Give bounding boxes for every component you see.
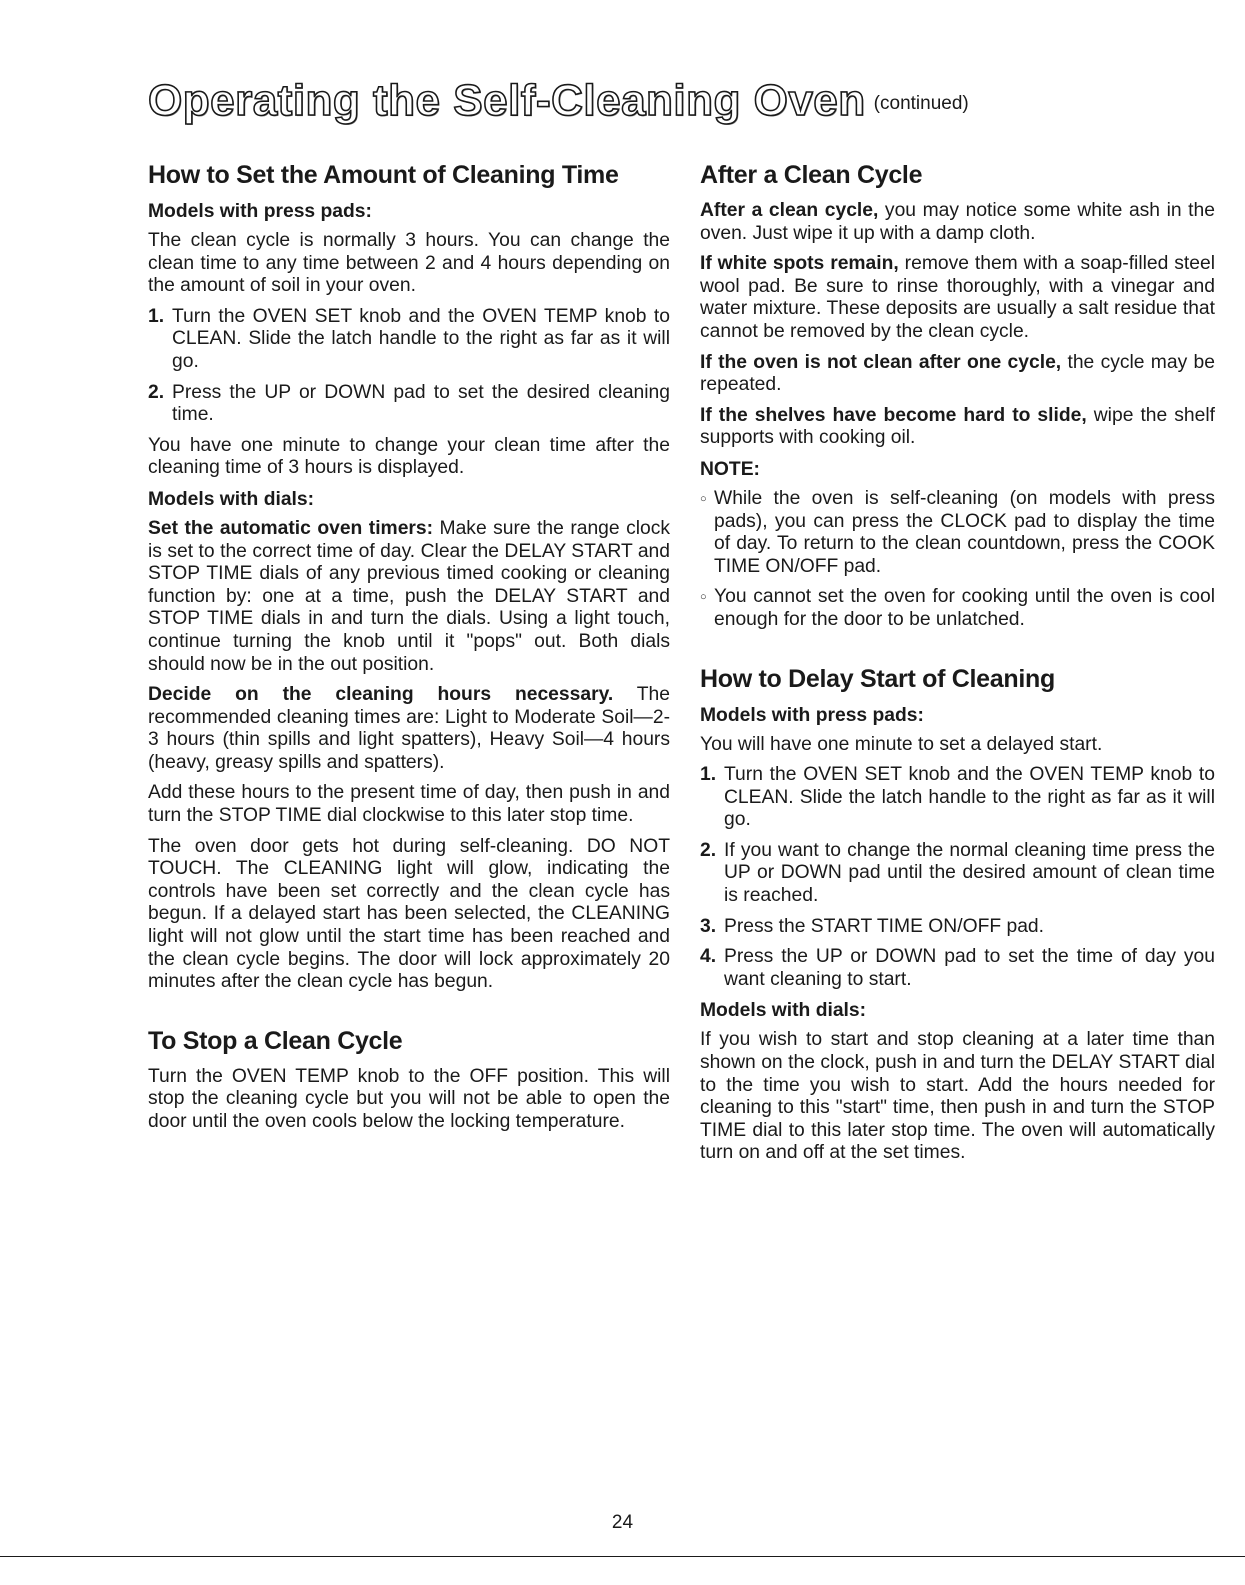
text-after-clean: you may notice some white ash in the oven. Just wipe it up with a damp cloth. — [700, 200, 1215, 244]
step-item — [148, 306, 670, 374]
heading-amount-of-cleaning-time: How to Set the Amount of Cleaning Time — [148, 161, 619, 189]
text-set-timers: Make sure the range clock is set to the correct time of day. Clear the DELAY START and STOP TIME dials of any previous timed cooking or cleaning function by: one at a time, push the DELAY START and STOP TIME dials in and turn the dials. Using a light touch, continue turning the knob until it "pops" out. Both dials should now be in the out position. — [148, 517, 671, 675]
text-white-spots: remove them with a soap-filled steel wool pad. Be sure to rinse thoroughly, with a vinegar and water mixture. These deposits are usually a salt residue that cannot be removed by the clean cycle. — [700, 253, 1215, 342]
step-item — [700, 764, 1215, 832]
left-column — [148, 160, 670, 1142]
page-title — [148, 76, 969, 126]
step-number: 1. — [148, 305, 165, 327]
note-text: You cannot set the oven for cooking until the oven is cool enough for the door to be unlatched. — [714, 586, 1215, 630]
page-title-text: Operating the Self-Cleaning Oven — [148, 76, 866, 125]
paragraph-hot-door-warning: The oven door gets hot during self-cleaning. DO NOT TOUCH. The CLEANING light will glow, indicating the controls have been set correctly and the clean cycle has begun. If a delayed start has been selected, the CLEANING light will not glow until the start time has been reached and the clean cycle begins. The door will lock approximately 20 minutes after the clean cycle has begun. — [148, 835, 670, 993]
text-not-clean: the cycle may be repeated. — [700, 351, 1215, 396]
paragraph-delay-minute: You will have one minute to set a delayed start. — [700, 733, 1103, 755]
lead-shelves: If the shelves have become hard to slide, — [700, 404, 1087, 426]
bullet-icon: ○ — [700, 591, 707, 604]
note-text: While the oven is self-cleaning (on models with press pads), you can press the CLOCK pad to display the time of day. To return to the clean countdown, press the COOK TIME ON/OFF pad. — [714, 487, 1215, 577]
lead-set-timers: Set the automatic oven timers: — [148, 517, 434, 539]
lead-white-spots: If white spots remain, — [700, 253, 899, 275]
note-item — [700, 586, 1215, 631]
step-text: Press the UP or DOWN pad to set the desired cleaning time. — [172, 381, 670, 426]
paragraph-dials-delay: If you wish to start and stop cleaning at a later time than shown on the clock, push in and turn the DELAY START dial to the time you wish to start. Add the hours needed for cleaning to this "start" time, then push in and turn the STOP TIME dial to this later stop time. The oven will automatically turn on and off at the set times. — [700, 1029, 1215, 1164]
step-number: 2. — [700, 839, 717, 861]
subheading-dials: Models with dials: — [148, 488, 315, 510]
heading-delay-start: How to Delay Start of Cleaning — [700, 664, 1055, 693]
bottom-divider — [0, 1556, 1245, 1557]
step-number: 2. — [148, 381, 165, 403]
page-number: 24 — [611, 1512, 634, 1533]
subheading-dials: Models with dials: — [700, 1000, 867, 1022]
paragraph-shelves — [700, 405, 1215, 450]
paragraph-set-timers — [148, 518, 670, 676]
paragraph-decide-hours — [148, 684, 670, 774]
lead-after-clean: After a clean cycle, — [700, 200, 879, 221]
step-item — [700, 916, 1215, 939]
note-item — [700, 488, 1215, 578]
step-number: 3. — [700, 915, 717, 937]
step-text: Press the UP or DOWN pad to set the time of day you want cleaning to start. — [724, 946, 1215, 990]
step-item — [148, 382, 670, 427]
step-item — [700, 946, 1215, 991]
page-title-suffix: (continued) — [873, 93, 969, 114]
step-text: Turn the OVEN SET knob and the OVEN TEMP knob to CLEAN. Slide the latch handle to the right as far as it will go. — [724, 764, 1215, 831]
heading-after-clean-cycle: After a Clean Cycle — [700, 161, 923, 189]
subheading-press-pads: Models with press pads: — [148, 201, 372, 222]
subheading-press-pads: Models with press pads: — [700, 704, 924, 726]
paragraph-stop-clean-cycle: Turn the OVEN TEMP knob to the OFF position. This will stop the cleaning cycle but you will not be able to open the door until the oven cools below the locking temperature. — [148, 1065, 670, 1132]
text-shelves: wipe the shelf supports with cooking oil. — [700, 404, 1215, 449]
lead-decide-hours: Decide on the cleaning hours necessary. — [148, 684, 614, 706]
text-decide-hours: The recommended cleaning times are: Light to Moderate Soil—2-3 hours (thin spills and light spatters), Heavy Soil—4 hours (heavy, greasy spills and spatters). — [148, 684, 671, 773]
paragraph-white-spots — [700, 253, 1215, 343]
paragraph-one-minute: You have one minute to change your clean time after the cleaning time of 3 hours is displayed. — [148, 434, 670, 479]
paragraph-clean-cycle-normal: The clean cycle is normally 3 hours. You can change the clean time to any time between 2 and 4 hours depending on the amount of soil in your oven. — [148, 230, 670, 297]
right-column — [700, 160, 1215, 1173]
bullet-icon: ○ — [700, 492, 707, 505]
paragraph-not-clean — [700, 352, 1215, 397]
paragraph-add-hours: Add these hours to the present time of day, then push in and turn the STOP TIME dial clockwise to this later stop time. — [148, 782, 670, 827]
step-number: 4. — [700, 946, 717, 968]
step-number: 1. — [700, 764, 717, 786]
step-text: Press the START TIME ON/OFF pad. — [724, 915, 1045, 937]
step-text: Turn the OVEN SET knob and the OVEN TEMP knob to CLEAN. Slide the latch handle to the right as far as it will go. — [172, 305, 670, 372]
note-label: NOTE: — [700, 458, 760, 480]
step-text: If you want to change the normal cleaning time press the UP or DOWN pad until the desired amount of clean time is reached. — [724, 839, 1215, 907]
heading-stop-clean-cycle: To Stop a Clean Cycle — [148, 1026, 403, 1055]
step-item — [700, 840, 1215, 908]
paragraph-after-clean — [700, 200, 1215, 245]
lead-not-clean: If the oven is not clean after one cycle, — [700, 351, 1062, 373]
